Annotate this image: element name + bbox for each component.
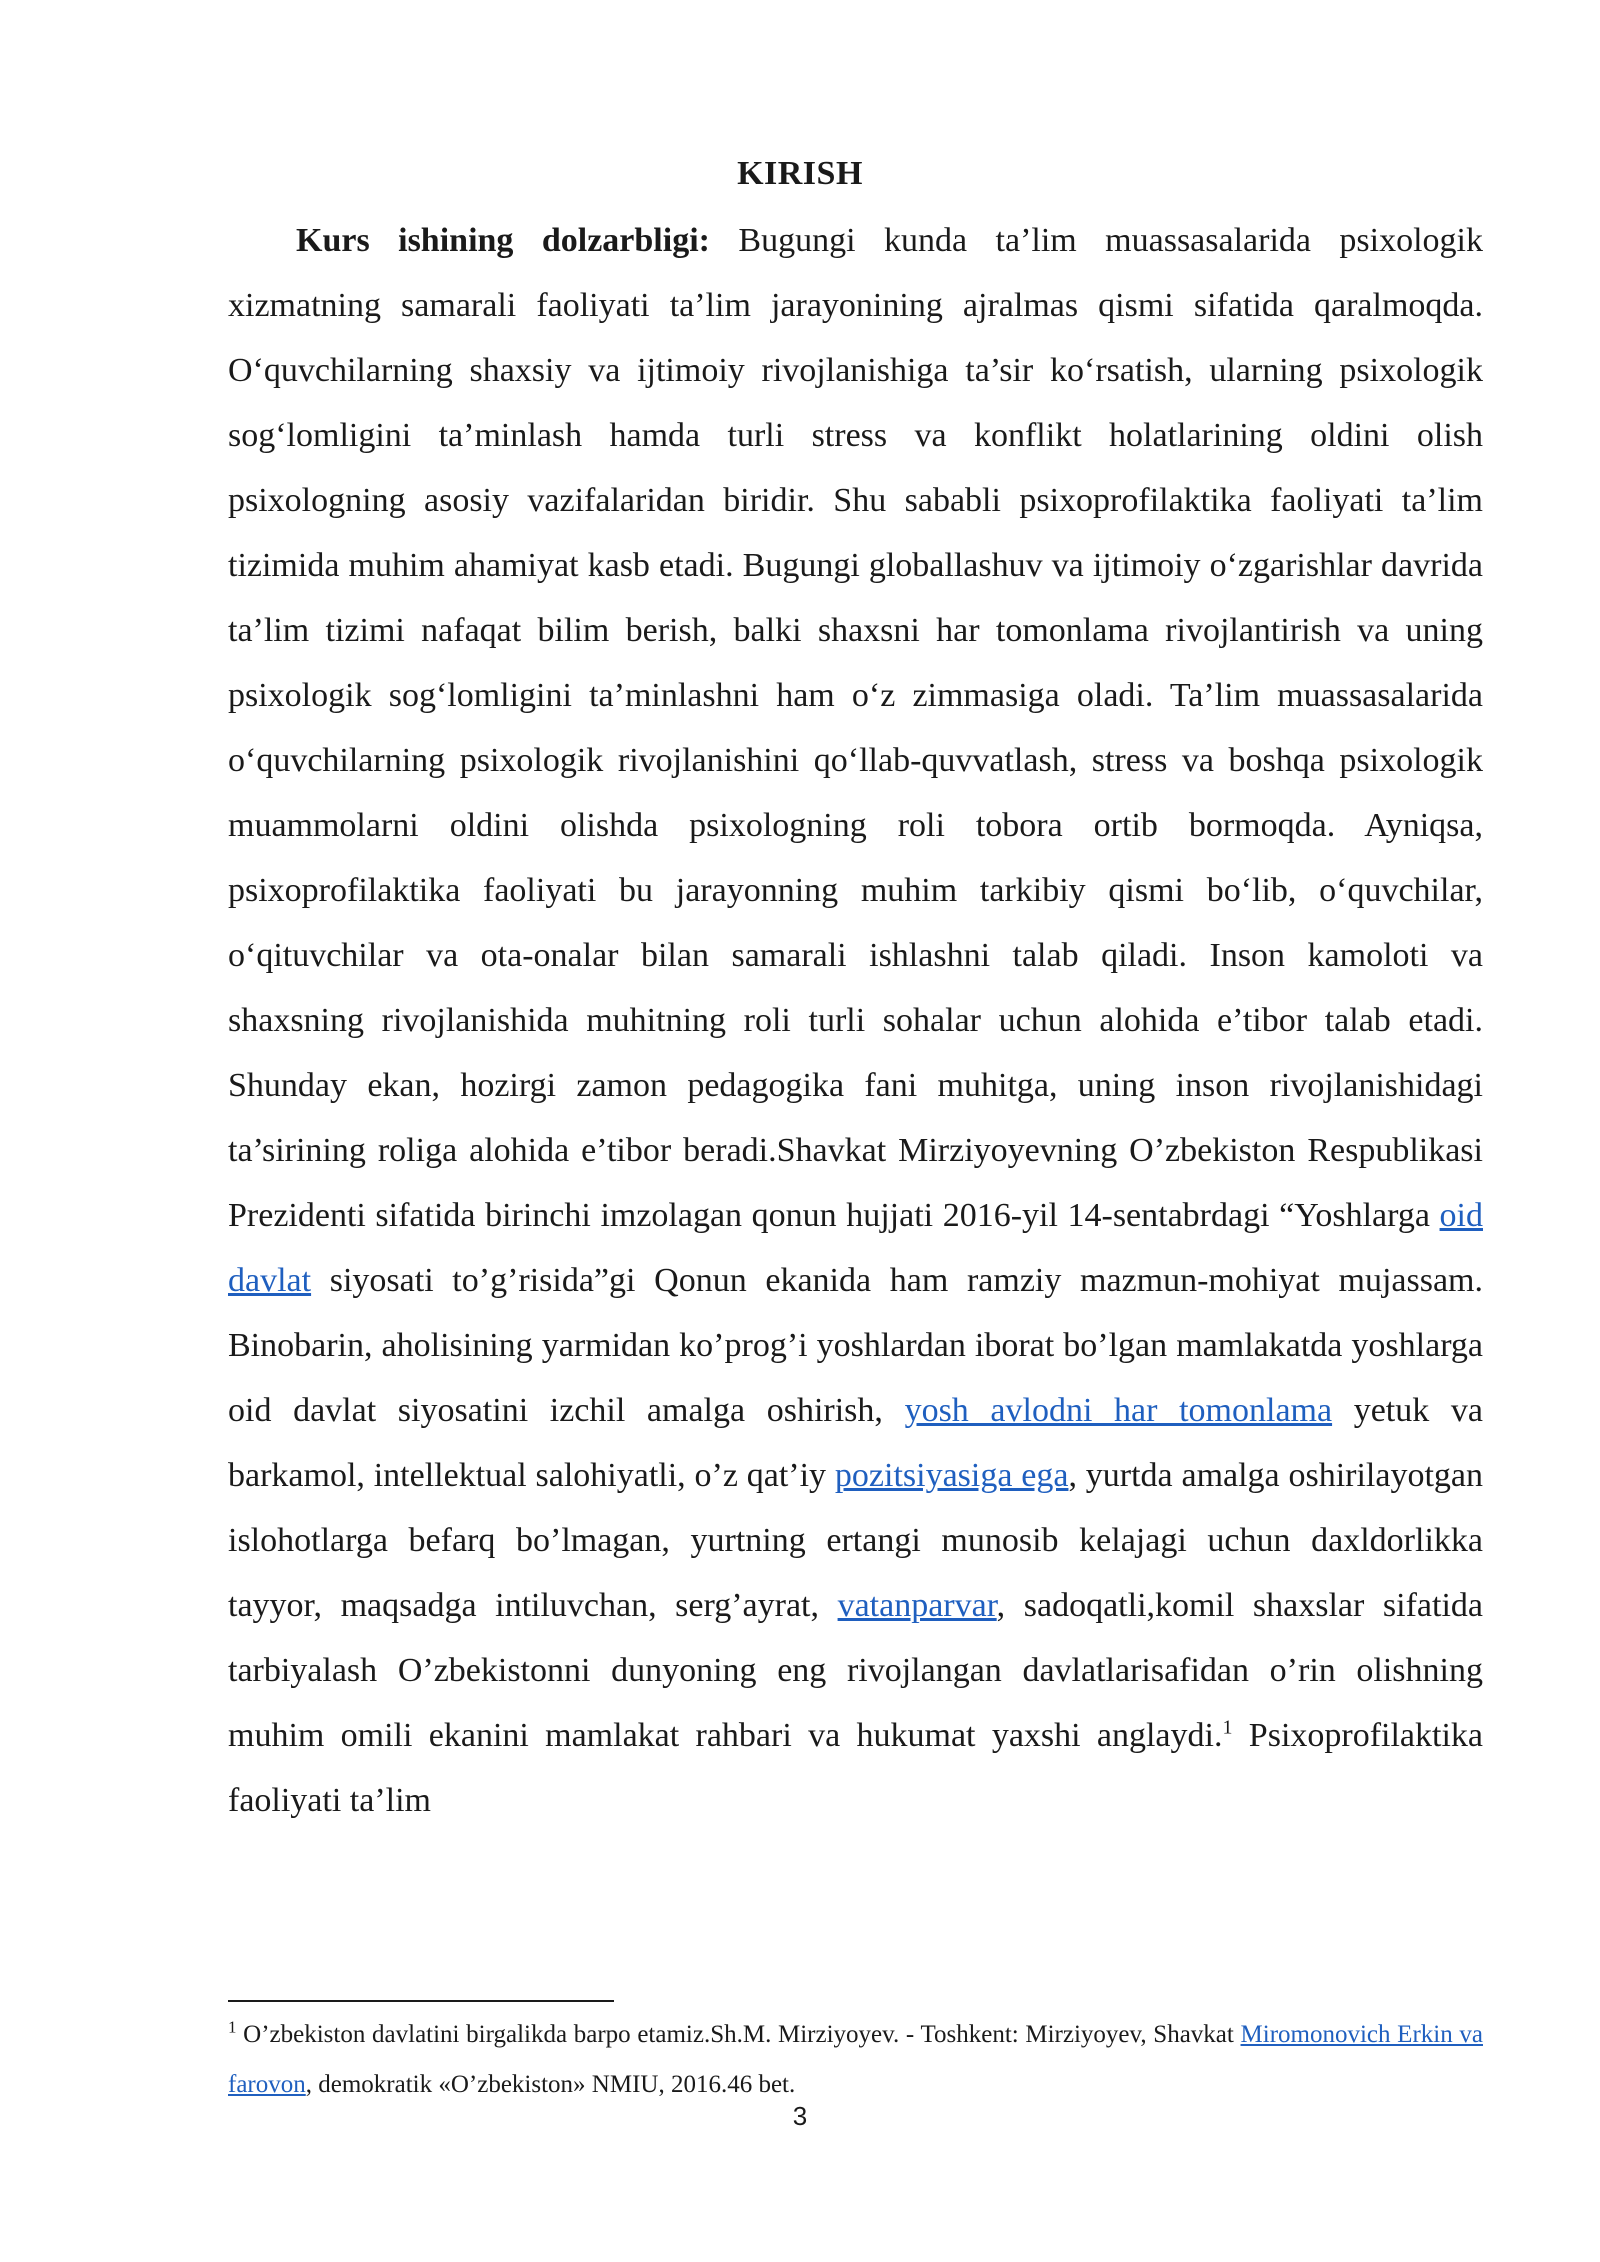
paragraph-segment: , yurtda amalga oshirilayotgan islohotlarga befarq bo’lmagan, yurtning ertangi munosib kelajagi uchun daxldorlikka tayyor, maqsadga intiluvchan, serg’ayrat,	[228, 1457, 1484, 1624]
footnote-text: O’zbekiston davlatini birgalikda barpo etamiz.Sh.M. Mirziyoyev. - Toshkent: Mirziyoyev, Shavkat	[236, 2021, 1241, 2048]
hyperlink-vatanparvar[interactable]: vatanparvar	[837, 1587, 997, 1624]
hyperlink-pozitsiyasiga-ega[interactable]: pozitsiyasiga ega	[834, 1457, 1069, 1494]
hyperlink-oid-davlat[interactable]: oid davlat	[228, 1197, 1483, 1299]
paragraph-segment: Psixoprofilaktika faoliyati ta’lim	[228, 1717, 1483, 1819]
footnote-reference[interactable]: 1	[1222, 1716, 1233, 1739]
footnote	[228, 2010, 1483, 2110]
paragraph-segment: siyosati to’g’risida”gi Qonun ekanida ham ramziy mazmun-mohiyat mujassam. Binobarin, aholisining yarmidan ko’prog’i yoshlardan iborat bo’lgan mamlakatda yoshlarga oid davlat siyosatini izchil amalga oshirish,	[228, 1262, 1483, 1429]
hyperlink-yosh-avlodni[interactable]: yosh avlodni har tomonlama	[904, 1392, 1333, 1429]
page-number: 3	[792, 2101, 808, 2131]
page-title: KIRISH	[737, 155, 863, 192]
paragraph-segment: , sadoqatli,komil shaxslar sifatida tarbiyalash O’zbekistonni dunyoning eng rivojlangan davlatlarisafidan o’rin olishning muhim omili ekanini mamlakat rahbari va hukumat yaxshi anglaydi.	[228, 1587, 1484, 1754]
paragraph-segment: yetuk va barkamol, intellektual salohiyatli, o’z qat’iy	[228, 1392, 1483, 1494]
body-paragraph	[228, 208, 1483, 1833]
lead-label: Kurs ishining dolzarbligi:	[296, 222, 710, 259]
footnote-marker: 1	[228, 2017, 237, 2037]
footnote-separator	[228, 2000, 614, 2002]
footnote-hyperlink[interactable]: Miromonovich Erkin va farovon	[228, 2021, 1483, 2098]
paragraph-segment: Bugungi kunda ta’lim muassasalarida psixologik xizmatning samarali faoliyati ta’lim jarayonining ajralmas qismi sifatida qaralmoqda. O‘quvchilarning shaxsiy va ijtimoiy rivojlanishiga ta’sir ko‘rsatish, ularning psixologik sog‘lomligini ta’minlash hamda turli stress va konflikt holatlarining oldini olish psixologning asosiy vazifalaridan biridir. Shu sababli psixoprofilaktika faoliyati ta’lim tizimida muhim ahamiyat kasb etadi. Bugungi globallashuv va ijtimoiy o‘zgarishlar davrida ta’lim tizimi nafaqat bilim berish, balki shaxsni har tomonlama rivojlantirish va uning psixologik sog‘lomligini ta’minlashni ham o‘z zimmasiga oladi. Ta’lim muassasalarida o‘quvchilarning psixologik rivojlanishini qo‘llab-quvvatlash, stress va boshqa psixologik muammolarni oldini olishda psixologning roli tobora ortib bormoqda. Ayniqsa, psixoprofilaktika faoliyati bu jarayonning muhim tarkibiy qismi bo‘lib, o‘quvchilar, o‘qituvchilar va ota-onalar bilan samarali ishlashni talab qiladi. Inson kamoloti va shaxsning rivojlanishida muhitning roli turli sohalar uchun alohida e’tibor talab etadi. Shunday ekan, hozirgi zamon pedagogika fani muhitga, uning inson rivojlanishidagi ta’sirining roliga alohida e’tibor beradi.Shavkat Mirziyoyevning O’zbekiston Respublikasi Prezidenti sifatida birinchi imzolagan qonun hujjati 2016-yil 14-sentabrdagi “Yoshlarga	[228, 222, 1483, 1234]
footnote-text: , demokratik «O’zbekiston» NMIU, 2016.46 bet.	[305, 2071, 796, 2098]
